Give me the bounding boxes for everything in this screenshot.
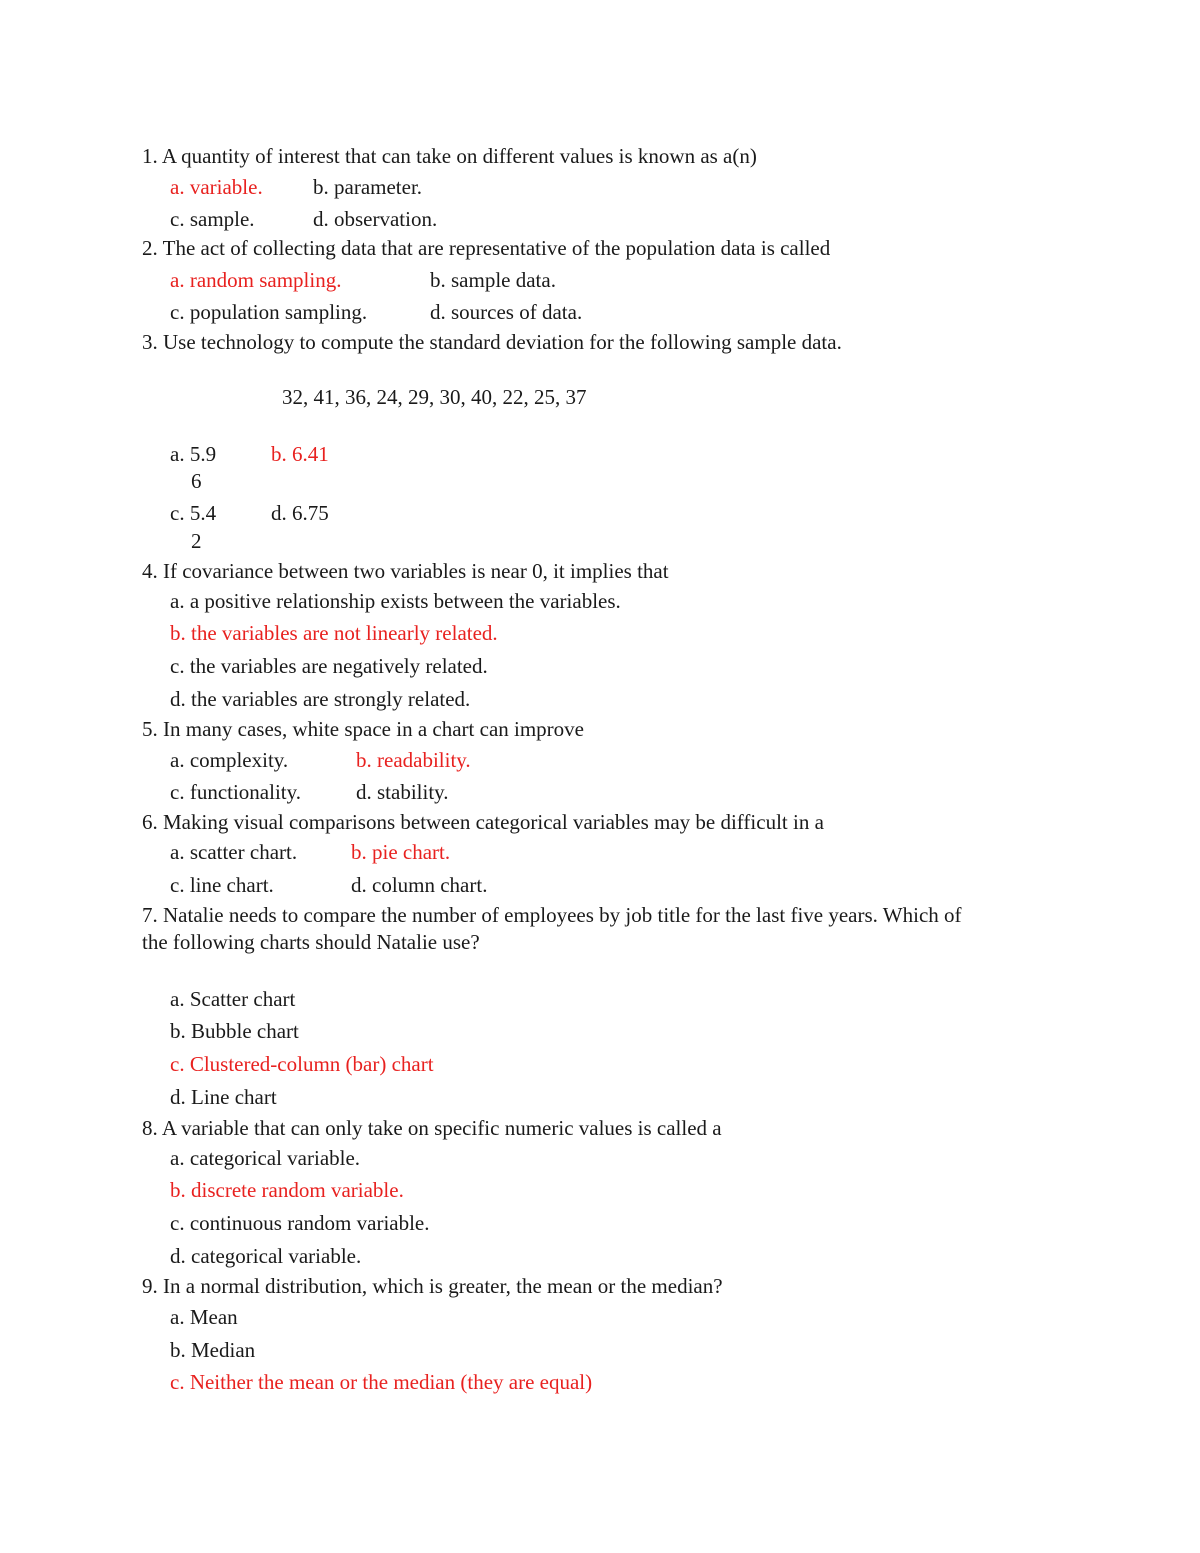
q5-option-d: d. stability. [356, 780, 449, 804]
q8-option-b: b. discrete random variable. [170, 1178, 404, 1202]
q4-option-a: a. a positive relationship exists between the variables. [170, 589, 621, 613]
q8-option-a: a. categorical variable. [170, 1146, 361, 1170]
question-1: 1. A quantity of interest that can take on different values is known as a(n) [142, 144, 757, 168]
q3-sample-data: 32, 41, 36, 24, 29, 30, 40, 22, 25, 37 [282, 385, 587, 409]
q9-option-c: c. Neither the mean or the median (they are equal) [170, 1370, 593, 1394]
q2-option-c: c. population sampling. [170, 300, 368, 324]
q7-option-b: b. Bubble chart [170, 1019, 299, 1043]
q9-option-a: a. Mean [170, 1305, 238, 1329]
question-3: 3. Use technology to compute the standard deviation for the following sample data. [142, 330, 842, 354]
q1-option-b: b. parameter. [313, 175, 423, 199]
q5-option-c: c. functionality. [170, 780, 302, 804]
q3-option-d: d. 6.75 [271, 501, 329, 525]
q5-option-a: a. complexity. [170, 748, 289, 772]
question-7-line-2: the following charts should Natalie use? [142, 930, 480, 954]
q2-option-b: b. sample data. [430, 268, 556, 292]
q7-option-a: a. Scatter chart [170, 987, 296, 1011]
q4-option-c: c. the variables are negatively related. [170, 654, 488, 678]
q1-option-d: d. observation. [313, 207, 438, 231]
q1-option-a: a. variable. [170, 175, 263, 199]
q2-option-d: d. sources of data. [430, 300, 583, 324]
q5-option-b: b. readability. [356, 748, 471, 772]
q3-option-c-wrap: 2 [191, 529, 202, 553]
q8-option-d: d. categorical variable. [170, 1244, 362, 1268]
q3-option-a-wrap: 6 [191, 469, 202, 493]
q6-option-d: d. column chart. [351, 873, 488, 897]
q6-option-c: c. line chart. [170, 873, 274, 897]
q4-option-d: d. the variables are strongly related. [170, 687, 471, 711]
q6-option-a: a. scatter chart. [170, 840, 298, 864]
question-6: 6. Making visual comparisons between categorical variables may be difficult in a [142, 810, 824, 834]
q7-option-c: c. Clustered-column (bar) chart [170, 1052, 434, 1076]
question-8: 8. A variable that can only take on specific numeric values is called a [142, 1116, 722, 1140]
question-9: 9. In a normal distribution, which is greater, the mean or the median? [142, 1274, 723, 1298]
question-4: 4. If covariance between two variables is near 0, it implies that [142, 559, 669, 583]
q7-option-d: d. Line chart [170, 1085, 277, 1109]
q3-option-a: a. 5.9 [170, 442, 217, 466]
question-5: 5. In many cases, white space in a chart can improve [142, 717, 584, 741]
question-7: 7. Natalie needs to compare the number of employees by job title for the last five years. Which of [142, 903, 962, 927]
q3-option-c: c. 5.4 [170, 501, 217, 525]
q3-option-b: b. 6.41 [271, 442, 329, 466]
q4-option-b: b. the variables are not linearly related. [170, 621, 498, 645]
q9-option-b: b. Median [170, 1338, 256, 1362]
q1-option-c: c. sample. [170, 207, 255, 231]
question-2: 2. The act of collecting data that are representative of the population data is called [142, 236, 831, 260]
q2-option-a: a. random sampling. [170, 268, 342, 292]
q6-option-b: b. pie chart. [351, 840, 451, 864]
q8-option-c: c. continuous random variable. [170, 1211, 430, 1235]
